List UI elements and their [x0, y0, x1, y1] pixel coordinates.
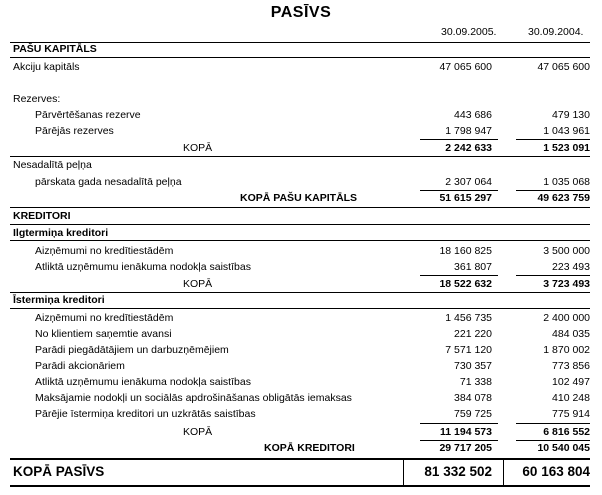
value-2005: 384 078	[454, 392, 492, 404]
table-row	[0, 390, 602, 406]
row-label: Atliktā uzņēmumu ienākuma nodokļa saistības	[35, 376, 251, 388]
table-row	[0, 374, 602, 390]
value-2005: 759 725	[454, 408, 492, 420]
subsection-header: Ilgtermiņa kreditori	[13, 227, 109, 239]
value-2004: 1 043 961	[543, 125, 590, 137]
row-label: No klientiem saņemtie avansi	[35, 328, 172, 340]
grand-total-row	[0, 462, 602, 482]
page-title: PASĪVS	[270, 4, 332, 21]
row-label: Aizņēmumi no kredītiestādēm	[35, 312, 174, 324]
column-separator	[403, 458, 404, 486]
value-2004: 484 035	[552, 328, 590, 340]
subtotal-row	[0, 424, 602, 440]
value-2005: 71 338	[459, 376, 492, 388]
row-label: Pārvērtēšanas rezerve	[35, 109, 141, 121]
value-2005: 361 807	[454, 261, 492, 273]
value-2004: 60 163 804	[522, 464, 590, 479]
value-2004: 479 130	[552, 109, 590, 121]
row-label: KOPĀ	[183, 278, 213, 290]
value-2005: 18 522 632	[439, 278, 492, 290]
table-row	[0, 310, 602, 326]
value-2005: 7 571 120	[445, 344, 492, 356]
value-2004: 3 500 000	[543, 245, 590, 257]
row-label: Pārējie īstermiņa kreditori un uzkrātās saistības	[35, 408, 256, 420]
divider	[10, 308, 590, 309]
row-label: KOPĀ PAŠU KAPITĀLS	[240, 192, 358, 204]
table-row	[0, 342, 602, 358]
value-2004: 775 914	[552, 408, 590, 420]
divider	[10, 240, 590, 241]
value-2004: 1 523 091	[543, 142, 590, 154]
table-row	[0, 326, 602, 342]
row-label: Rezerves:	[13, 93, 61, 105]
table-row	[0, 157, 602, 173]
total-row	[0, 190, 602, 206]
value-2005: 221 220	[454, 328, 492, 340]
column-separator	[503, 458, 504, 486]
table-row	[0, 59, 602, 75]
row-label: pārskata gada nesadalītā peļņa	[35, 176, 182, 188]
subsection-header-row	[0, 292, 602, 308]
column-header-2005: 30.09.2005.	[441, 26, 497, 38]
value-2004: 1 870 002	[543, 344, 590, 356]
total-row	[0, 440, 602, 456]
row-label: KOPĀ	[183, 142, 213, 154]
subsection-header-row	[0, 225, 602, 241]
table-row	[0, 107, 602, 123]
subtotal-row	[0, 140, 602, 156]
value-2005: 2 307 064	[445, 176, 492, 188]
equity-header-row	[0, 41, 602, 57]
row-label: Nesadalītā peļņa	[13, 159, 92, 171]
value-2004: 2 400 000	[543, 312, 590, 324]
value-2004: 47 065 600	[537, 61, 590, 73]
row-label: Pārējās rezerves	[35, 125, 114, 137]
subsection-header: Īstermiņa kreditori	[13, 294, 105, 306]
value-2005: 1 798 947	[445, 125, 492, 137]
row-label: Akciju kapitāls	[13, 61, 80, 73]
row-label: Atliktā uzņēmumu ienākuma nodokļa saistības	[35, 261, 251, 273]
value-2004: 49 623 759	[537, 192, 590, 204]
table-row	[0, 91, 602, 107]
value-2005: 2 242 633	[445, 142, 492, 154]
row-label: Parādi akcionāriem	[35, 360, 125, 372]
creditors-header-row	[0, 208, 602, 224]
row-label: Maksājamie nodokļi un sociālās apdrošināšanas obligātās iemaksas	[35, 392, 352, 404]
table-row	[0, 259, 602, 275]
table-row	[0, 406, 602, 422]
table-row	[0, 358, 602, 374]
value-2004: 102 497	[552, 376, 590, 388]
value-2004: 410 248	[552, 392, 590, 404]
section-header: PAŠU KAPITĀLS	[13, 43, 97, 55]
value-2005: 81 332 502	[424, 464, 492, 479]
value-2005: 443 686	[454, 109, 492, 121]
divider	[10, 57, 590, 58]
row-label: KOPĀ KREDITORI	[264, 442, 355, 454]
value-2004: 223 493	[552, 261, 590, 273]
value-2004: 1 035 068	[543, 176, 590, 188]
row-label: KOPĀ	[183, 426, 213, 438]
value-2005: 730 357	[454, 360, 492, 372]
row-label: Aizņēmumi no kredītiestādēm	[35, 245, 174, 257]
table-row	[0, 123, 602, 139]
value-2004: 6 816 552	[543, 426, 590, 438]
table-row	[0, 174, 602, 190]
value-2004: 10 540 045	[537, 442, 590, 454]
row-label: KOPĀ PASĪVS	[13, 464, 105, 479]
subtotal-row	[0, 276, 602, 292]
value-2005: 29 717 205	[439, 442, 492, 454]
value-2004: 773 856	[552, 360, 590, 372]
column-header-2004: 30.09.2004.	[528, 26, 584, 38]
value-2005: 51 615 297	[439, 192, 492, 204]
value-2005: 1 456 735	[445, 312, 492, 324]
row-label: Parādi piegādātājiem un darbuzņēmējiem	[35, 344, 229, 356]
table-row	[0, 243, 602, 259]
value-2004: 3 723 493	[543, 278, 590, 290]
value-2005: 18 160 825	[439, 245, 492, 257]
section-header: KREDITORI	[13, 210, 71, 222]
value-2005: 11 194 573	[440, 426, 492, 438]
value-2005: 47 065 600	[439, 61, 492, 73]
